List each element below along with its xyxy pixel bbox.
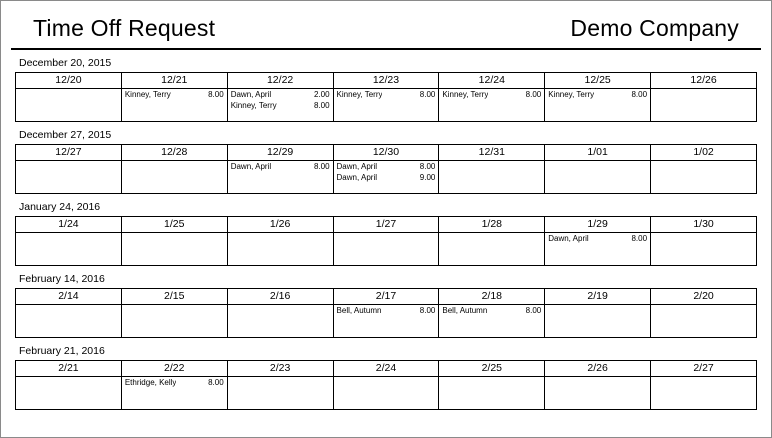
entry-hours: 8.00	[419, 90, 436, 99]
day-date-header: 2/19	[545, 289, 651, 305]
day-entries-cell[interactable]	[121, 161, 227, 194]
week-block	[15, 273, 757, 338]
day-date-header: 12/28	[121, 145, 227, 161]
table-row	[16, 73, 757, 89]
day-date-header: 12/29	[227, 145, 333, 161]
day-date-header: 12/22	[227, 73, 333, 89]
day-date-header: 12/21	[121, 73, 227, 89]
day-entries-cell[interactable]	[16, 233, 122, 266]
company-name: Demo Company	[570, 15, 739, 41]
entry-employee-name: Kinney, Terry	[230, 101, 277, 110]
entry-hours: 2.00	[313, 90, 330, 99]
week-block	[15, 345, 757, 410]
day-date-header: 2/27	[651, 361, 757, 377]
entry-employee-name: Kinney, Terry	[124, 90, 171, 99]
entry-employee-name: Dawn, April	[336, 162, 377, 171]
entry-employee-name: Dawn, April	[336, 173, 377, 182]
table-row	[16, 377, 757, 410]
day-entries-cell[interactable]	[121, 233, 227, 266]
day-entries-cell[interactable]	[333, 377, 439, 410]
week-table	[15, 288, 757, 338]
weeks-container	[1, 57, 771, 410]
entry-employee-name: Bell, Autumn	[336, 306, 382, 315]
entry-employee-name: Bell, Autumn	[442, 306, 488, 315]
entry-hours: 8.00	[631, 90, 648, 99]
day-date-header: 2/14	[16, 289, 122, 305]
table-row	[16, 217, 757, 233]
day-entries-cell[interactable]	[227, 161, 333, 194]
time-off-entry	[334, 89, 439, 100]
day-entries-cell[interactable]	[545, 161, 651, 194]
day-date-header: 2/23	[227, 361, 333, 377]
day-entries-cell[interactable]	[651, 305, 757, 338]
day-date-header: 12/30	[333, 145, 439, 161]
day-date-header: 12/26	[651, 73, 757, 89]
entry-hours: 9.00	[419, 173, 436, 182]
day-date-header: 1/24	[16, 217, 122, 233]
table-row	[16, 161, 757, 194]
entry-hours: 8.00	[525, 306, 542, 315]
entry-employee-name: Kinney, Terry	[336, 90, 383, 99]
day-date-header: 1/27	[333, 217, 439, 233]
entry-hours: 8.00	[313, 162, 330, 171]
time-off-entry	[228, 100, 333, 111]
table-row	[16, 289, 757, 305]
day-date-header: 2/15	[121, 289, 227, 305]
time-off-entry	[334, 172, 439, 183]
day-date-header: 12/31	[439, 145, 545, 161]
day-entries-cell[interactable]	[439, 161, 545, 194]
time-off-entry	[439, 305, 544, 316]
day-entries-cell[interactable]	[16, 161, 122, 194]
table-row	[16, 233, 757, 266]
entry-hours: 8.00	[419, 306, 436, 315]
day-entries-cell[interactable]	[16, 89, 122, 122]
day-entries-cell[interactable]	[227, 89, 333, 122]
entry-hours: 8.00	[525, 90, 542, 99]
week-table	[15, 72, 757, 122]
day-entries-cell[interactable]	[651, 377, 757, 410]
day-entries-cell[interactable]	[545, 305, 651, 338]
time-off-entry	[439, 89, 544, 100]
day-date-header: 2/17	[333, 289, 439, 305]
entry-hours: 8.00	[208, 90, 224, 99]
week-label: December 20, 2015	[19, 57, 112, 69]
day-date-header: 1/28	[439, 217, 545, 233]
day-date-header: 2/26	[545, 361, 651, 377]
week-table	[15, 216, 757, 266]
day-date-header: 12/24	[439, 73, 545, 89]
day-entries-cell[interactable]	[121, 377, 227, 410]
day-entries-cell[interactable]	[227, 233, 333, 266]
day-entries-cell[interactable]	[545, 89, 651, 122]
day-entries-cell[interactable]	[439, 233, 545, 266]
entry-employee-name: Dawn, April	[230, 90, 272, 99]
time-off-entry	[545, 233, 650, 244]
time-off-entry	[334, 305, 439, 316]
day-date-header: 12/20	[16, 73, 122, 89]
table-row	[16, 305, 757, 338]
week-table	[15, 144, 757, 194]
time-off-entry	[228, 89, 333, 100]
week-block	[15, 201, 757, 266]
table-row	[16, 145, 757, 161]
time-off-entry	[228, 161, 333, 172]
day-entries-cell[interactable]	[121, 305, 227, 338]
week-table	[15, 360, 757, 410]
day-date-header: 2/18	[439, 289, 545, 305]
week-label: February 21, 2016	[19, 345, 105, 357]
table-row	[16, 361, 757, 377]
day-date-header: 2/21	[16, 361, 122, 377]
time-off-entry	[122, 377, 227, 388]
entry-employee-name: Ethridge, Kelly	[124, 378, 177, 387]
day-date-header: 1/25	[121, 217, 227, 233]
entry-hours: 8.00	[631, 234, 648, 243]
day-date-header: 1/30	[651, 217, 757, 233]
day-date-header: 12/27	[16, 145, 122, 161]
day-date-header: 2/16	[227, 289, 333, 305]
day-entries-cell[interactable]	[651, 161, 757, 194]
page-title: Time Off Request	[33, 15, 216, 41]
day-entries-cell[interactable]	[16, 305, 122, 338]
day-entries-cell[interactable]	[333, 305, 439, 338]
day-date-header: 2/24	[333, 361, 439, 377]
day-entries-cell[interactable]	[439, 305, 545, 338]
day-date-header: 12/23	[333, 73, 439, 89]
entry-hours: 8.00	[313, 101, 330, 110]
day-entries-cell[interactable]	[651, 233, 757, 266]
time-off-entry	[545, 89, 650, 100]
entry-employee-name: Dawn, April	[230, 162, 272, 171]
report-header	[11, 1, 761, 50]
day-entries-cell[interactable]	[545, 377, 651, 410]
week-label: January 24, 2016	[19, 201, 101, 213]
day-entries-cell[interactable]	[333, 89, 439, 122]
day-entries-cell[interactable]	[439, 377, 545, 410]
day-entries-cell[interactable]	[333, 161, 439, 194]
day-date-header: 2/22	[121, 361, 227, 377]
day-date-header: 2/25	[439, 361, 545, 377]
day-entries-cell[interactable]	[333, 233, 439, 266]
day-date-header: 12/25	[545, 73, 651, 89]
day-date-header: 2/20	[651, 289, 757, 305]
day-entries-cell[interactable]	[227, 305, 333, 338]
day-entries-cell[interactable]	[121, 89, 227, 122]
day-entries-cell[interactable]	[227, 377, 333, 410]
day-entries-cell[interactable]	[545, 233, 651, 266]
time-off-entry	[122, 89, 227, 100]
day-date-header: 1/02	[651, 145, 757, 161]
week-block	[15, 129, 757, 194]
entry-employee-name: Kinney, Terry	[548, 90, 595, 99]
day-entries-cell[interactable]	[16, 377, 122, 410]
week-label: February 14, 2016	[19, 273, 105, 285]
time-off-entry	[334, 161, 439, 172]
entry-hours: 8.00	[208, 378, 224, 387]
day-date-header: 1/29	[545, 217, 651, 233]
day-date-header: 1/26	[227, 217, 333, 233]
entry-employee-name: Dawn, April	[548, 234, 589, 243]
day-entries-cell[interactable]	[439, 89, 545, 122]
entry-hours: 8.00	[419, 162, 436, 171]
week-block	[15, 57, 757, 122]
week-label: December 27, 2015	[19, 129, 112, 141]
entry-employee-name: Kinney, Terry	[442, 90, 489, 99]
day-date-header: 1/01	[545, 145, 651, 161]
table-row	[16, 89, 757, 122]
day-entries-cell[interactable]	[651, 89, 757, 122]
